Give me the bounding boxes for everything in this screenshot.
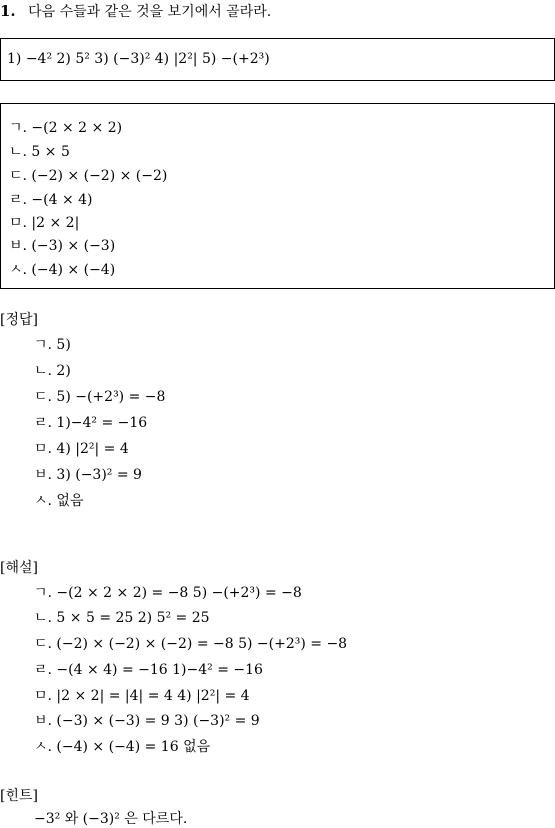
question-title <box>0 0 271 22</box>
answer-item: ㄴ. 2) <box>34 363 71 379</box>
explanation-heading: [해설] <box>0 560 38 576</box>
bogi-item: ㄷ. (−2) × (−2) × (−2) <box>9 168 168 184</box>
bogi-item: ㄴ. 5 × 5 <box>9 144 70 160</box>
bogi-item: ㅅ. (−4) × (−4) <box>9 262 116 278</box>
choices-line: 1) −4² 2) 5² 3) (−3)² 4) |2²| 5) −(+2³) <box>7 51 270 67</box>
bogi-item: ㅁ. |2 × 2| <box>9 215 80 231</box>
bogi-item: ㅂ. (−3) × (−3) <box>9 238 116 254</box>
question-number: 1. <box>0 2 16 20</box>
bogi-item: ㄹ. −(4 × 4) <box>9 192 93 208</box>
choices-box <box>0 38 555 81</box>
answer-heading: [정답] <box>0 312 38 328</box>
explanation-item: ㄷ. (−2) × (−2) × (−2) = −8 5) −(+2³) = −8 <box>34 636 348 652</box>
explanation-item: ㄴ. 5 × 5 = 25 2) 5² = 25 <box>34 610 210 626</box>
explanation-item: ㄱ. −(2 × 2 × 2) = −8 5) −(+2³) = −8 <box>34 585 302 601</box>
answer-item: ㅅ. 없음 <box>34 493 84 509</box>
bogi-box <box>0 103 555 289</box>
explanation-item: ㅂ. (−3) × (−3) = 9 3) (−3)² = 9 <box>34 713 260 729</box>
explanation-item: ㄹ. −(4 × 4) = −16 1)−4² = −16 <box>34 662 263 678</box>
answer-item: ㄷ. 5) −(+2³) = −8 <box>34 389 166 405</box>
answer-item: ㄱ. 5) <box>34 337 71 353</box>
answer-item: ㅂ. 3) (−3)² = 9 <box>34 467 142 483</box>
hint-text: −3² 와 (−3)² 은 다르다. <box>34 811 188 827</box>
question-text: 다음 수들과 같은 것을 보기에서 골라라. <box>28 4 272 20</box>
answer-item: ㄹ. 1)−4² = −16 <box>34 415 148 431</box>
bogi-item: ㄱ. −(2 × 2 × 2) <box>9 120 123 136</box>
answer-item: ㅁ. 4) |2²| = 4 <box>34 441 129 457</box>
explanation-item: ㅁ. |2 × 2| = |4| = 4 4) |2²| = 4 <box>34 688 250 704</box>
explanation-item: ㅅ. (−4) × (−4) = 16 없음 <box>34 739 211 755</box>
hint-heading: [힌트] <box>0 788 38 804</box>
